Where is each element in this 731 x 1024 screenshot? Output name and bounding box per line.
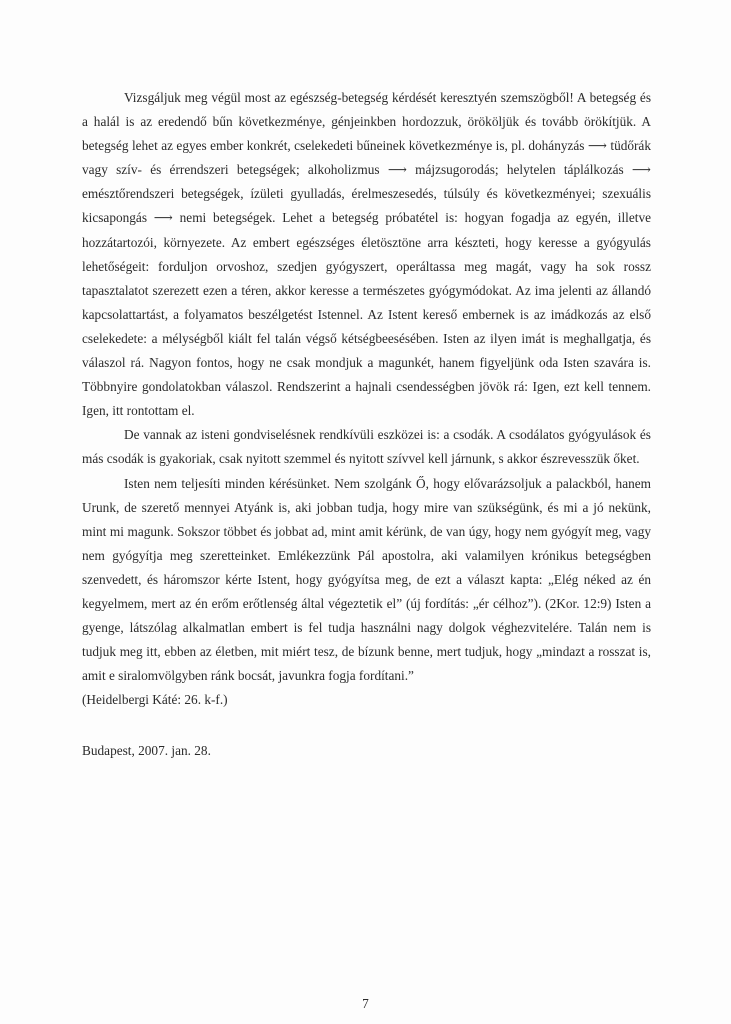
body-paragraph-3: Isten nem teljesíti minden kérésünket. Nem szolgánk Ő, hogy elővarázsoljuk a palackból, hanem Urunk, de szerető mennyei Atyánk is, aki jobban tudja, hogy mire van szükségünk, és mi a jó nekünk, mint mi magunk. Sokszor többet és jobbat ad, mint amit kérünk, de van úgy, hogy nem gyógyít meg, vagy nem gyógyítja meg szeretteinket. Emlékezzünk Pál apostolra, aki valamilyen krónikus betegségben szenvedett, és háromszor kérte Istent, hogy gyógyítsa meg, de ezt a választ kapta: „Elég néked az én kegyelmem, mert az én erőm erőtlenség által végeztetik el” (új fordítás: „ér célhoz”). (2Kor. 12:9) Isten a gyenge, látszólag alkalmatlan embert is fel tudja használni nagy dolgok véghezvitelére. Talán nem is tudjuk meg itt, ebben az életben, mit miért tesz, de bízunk benne, mert tudjuk, hogy „mindazt a rosszat is, amit e siralomvölgyben ránk bocsát, javunkra fogja fordítani.”: [82, 475, 651, 684]
body-paragraph-1: Vizsgáljuk meg végül most az egészség-betegség kérdését keresztyén szemszögből! A betegség és a halál is az eredendő bűn következménye, génjeinkben hordozzuk, örököljük és tovább örökítjük. A betegség lehet az egyes ember konkrét, cselekedeti bűneinek következménye is, pl. dohányzás ⟶ tüdőrák vagy szív- és érrendszeri betegségek; alkoholizmus ⟶ májzsugorodás; helytelen táplálkozás ⟶ emésztőrendszeri betegségek, ízületi gyulladás, érelmeszesedés, túlsúly és következményei; szexuális kicsapongás ⟶ nemi betegségek. Lehet a betegség próbatétel is: hogyan fogadja az egyén, illetve hozzátartozói, környezete. Az embert egészséges életösztöne arra készteti, hogy keresse a gyógyulás lehetőségeit: forduljon orvoshoz, szedjen gyógyszert, operáltassa meg magát, vagy ha sok rossz tapasztalatot szerezett ezen a téren, akkor keresse a természetes gyógymódokat. Az ima jelenti az állandó kapcsolattartást, a folyamatos beszélgetést Istennel. Az Istent kereső embernek is az imádkozás az első cselekedete: a mélységből kiált fel talán végső kétségbeesésében. Isten az ilyen imát is meghallgatja, és válaszol rá. Nagyon fontos, hogy ne csak mondjuk a magunkét, hanem figyeljünk oda Isten szavára is. Többnyire gondolatokban válaszol. Rendszerint a hajnali csendességben jövök rá: Igen, ezt kell tennem. Igen, itt rontottam el.: [82, 90, 651, 419]
closing-reference: (Heidelbergi Káté: 26. k-f.): [82, 692, 228, 708]
body-paragraph-2: De vannak az isteni gondviselésnek rendkívüli eszközei is: a csodák. A csodálatos gyógyulások és más csodák is gyakoriak, csak nyitott szemmel és nyitott szívvel kell járnunk, s akkor észrevesszük őket.: [82, 427, 651, 467]
page-number: 7: [362, 996, 369, 1011]
place-date: Budapest, 2007. jan. 28.: [82, 743, 211, 759]
